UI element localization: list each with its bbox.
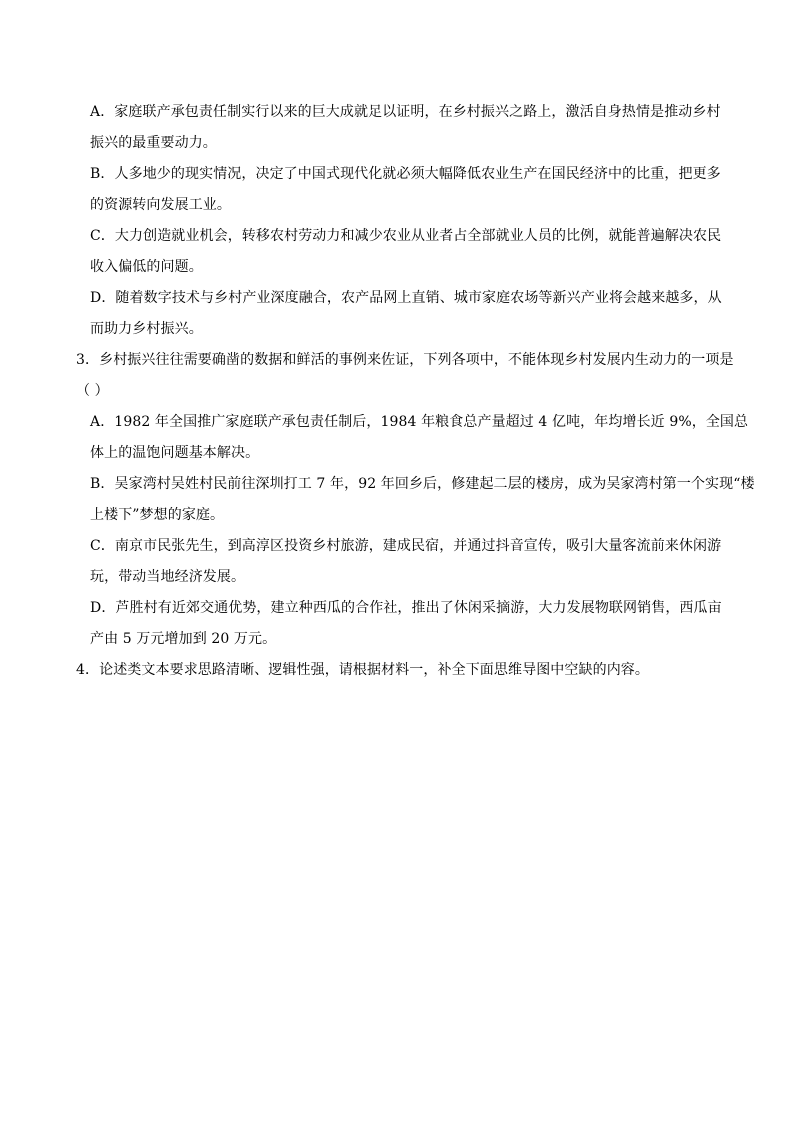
q3-option-a-line1: A．1982 年全国推广家庭联产承包责任制后，1984 年粮食总产量超过 4 亿吨，年均增长近 9%，全国总 xyxy=(90,414,749,430)
q3-option-b-line2: 上楼下”梦想的家庭。 xyxy=(90,507,225,523)
q2-option-b-line1: B．人多地少的现实情况，决定了中国式现代化就必须大幅降低农业生产在国民经济中的比重，把更多 xyxy=(90,166,721,182)
q4-stem: 4．论述类文本要求思路清晰、逻辑性强，请根据材料一，补全下面思维导图中空缺的内容。 xyxy=(76,662,650,678)
q2-option-d-line1: D．随着数字技术与乡村产业深度融合，农产品网上直销、城市家庭农场等新兴产业将会越来越多，从 xyxy=(90,290,722,306)
q3-stem-line1: 3．乡村振兴往往需要确凿的数据和鲜活的事例来佐证，下列各项中，不能体现乡村发展内生动力的一项是 xyxy=(76,352,734,368)
q3-option-c-line1: C．南京市民张先生，到高淳区投资乡村旅游，建成民宿，并通过抖音宣传，吸引大量客流前来休闲游 xyxy=(90,538,722,554)
q2-option-a-line2: 振兴的最重要动力。 xyxy=(90,135,217,151)
q3-option-a-line2: 体上的温饱问题基本解决。 xyxy=(90,445,260,461)
q2-option-c-line1: C．大力创造就业机会，转移农村劳动力和减少农业从业者占全部就业人员的比例，就能普遍解决农民 xyxy=(90,228,722,244)
q2-option-b-line2: 的资源转向发展工业。 xyxy=(90,197,231,213)
q2-option-d-line2: 而助力乡村振兴。 xyxy=(90,321,203,337)
q2-option-a-line1: A．家庭联产承包责任制实行以来的巨大成就足以证明，在乡村振兴之路上，激活自身热情是推动乡村 xyxy=(90,104,721,120)
q3-stem-line2: （ ） xyxy=(76,383,109,399)
q3-option-d-line1: D．芦胜村有近郊交通优势，建立种西瓜的合作社，推出了休闲采摘游，大力发展物联网销售，西瓜亩 xyxy=(90,600,722,616)
q2-option-c-line2: 收入偏低的问题。 xyxy=(90,259,203,275)
q3-option-b-line1: B．吴家湾村吴姓村民前往深圳打工 7 年，92 年回乡后，修建起二层的楼房，成为吴家湾村第一个实现“楼 xyxy=(90,476,755,492)
q3-option-c-line2: 玩，带动当地经济发展。 xyxy=(90,569,246,585)
q3-option-d-line2: 产由 5 万元增加到 20 万元。 xyxy=(90,631,277,647)
